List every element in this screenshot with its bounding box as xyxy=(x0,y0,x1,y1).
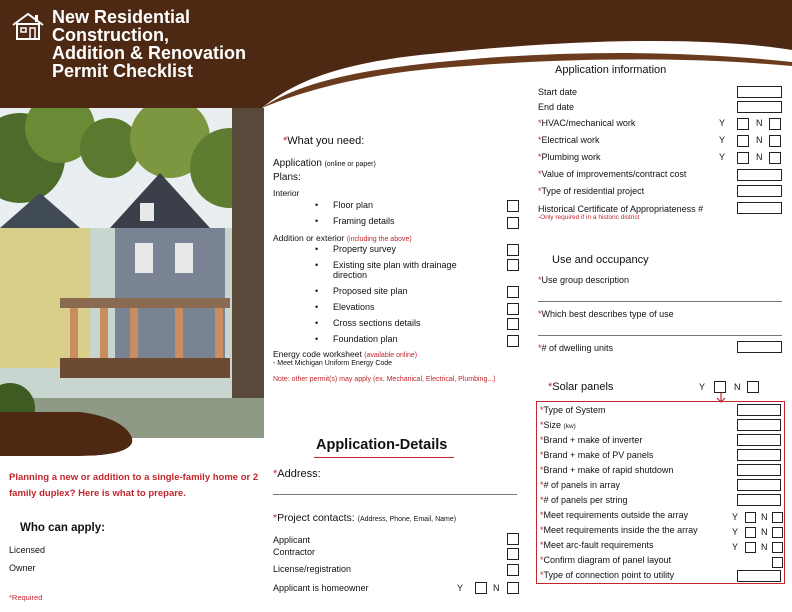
start-date-label: Start date xyxy=(538,87,578,97)
solar-panels-string-input[interactable] xyxy=(737,494,781,506)
checkbox-existing-site-plan[interactable] xyxy=(507,259,519,271)
use-group-label: *Use group description xyxy=(538,275,630,285)
checkbox-solar-yes[interactable] xyxy=(714,381,726,393)
yes-label: Y xyxy=(699,382,706,392)
intro-text: Planning a new or addition to a single-family home or 2 family duplex? Here is what to prepare. xyxy=(9,472,259,499)
use-type-label: *Which best describes type of use xyxy=(538,309,674,319)
yes-label: Y xyxy=(719,118,726,128)
who-item-licensed: Licensed xyxy=(9,545,46,555)
checkbox-hvac-yes[interactable] xyxy=(737,118,749,130)
what-you-need-heading: *What you need: xyxy=(283,135,365,147)
solar-pv-input[interactable] xyxy=(737,449,781,461)
solar-item: *Brand + make of rapid shutdown xyxy=(540,465,674,475)
checkbox-applicant[interactable] xyxy=(507,533,519,545)
bullet: • xyxy=(315,244,319,254)
solar-type-input[interactable] xyxy=(737,404,781,416)
no-label: N xyxy=(493,583,500,593)
checkbox-contractor[interactable] xyxy=(507,548,519,560)
checklist-item: Cross sections details xyxy=(333,318,421,328)
dwelling-units-label: *# of dwelling units xyxy=(538,343,614,353)
end-date-input[interactable] xyxy=(737,101,782,113)
checkbox-diagram[interactable] xyxy=(772,557,783,568)
solar-item: *Confirm diagram of panel layout xyxy=(540,555,672,565)
bullet: • xyxy=(315,216,319,226)
solar-heading: *Solar panels xyxy=(548,381,614,393)
historical-label: Historical Certificate of Appropriateness # xyxy=(538,204,704,214)
solar-shutdown-input[interactable] xyxy=(737,464,781,476)
solar-item: *Size (kw) xyxy=(540,420,576,430)
no-label: N xyxy=(756,118,763,128)
checkbox-plumbing-yes[interactable] xyxy=(737,152,749,164)
energy-sub: - Meet Michigan Uniform Energy Code xyxy=(273,360,393,367)
solar-panels-array-input[interactable] xyxy=(737,479,781,491)
solar-size-input[interactable] xyxy=(737,419,781,431)
row-applicant: Applicant xyxy=(273,535,311,545)
bullet: • xyxy=(315,286,319,296)
electrical-label: *Electrical work xyxy=(538,135,600,145)
checklist-item: Proposed site plan xyxy=(333,286,408,296)
solar-item: *Type of connection point to utility xyxy=(540,570,675,580)
checkbox-homeowner-no[interactable] xyxy=(507,582,519,594)
hvac-label: *HVAC/mechanical work xyxy=(538,118,636,128)
project-contacts-label: *Project contacts: (Address, Phone, Email, Name) xyxy=(273,512,457,524)
who-can-apply-heading: Who can apply: xyxy=(20,522,105,534)
no-label: N xyxy=(756,135,763,145)
solar-item: *Brand + make of inverter xyxy=(540,435,643,445)
note-text: Note: other permit(s) may apply (ex. Mechanical, Electrical, Plumbing...) xyxy=(273,376,496,383)
checkbox-cross-sections[interactable] xyxy=(507,318,519,330)
plumbing-label: *Plumbing work xyxy=(538,152,601,162)
solar-item: *# of panels per string xyxy=(540,495,628,505)
checklist-item: Existing site plan with drainage direction xyxy=(333,260,457,280)
who-item-owner: Owner xyxy=(9,563,36,573)
no-label: N xyxy=(734,382,741,392)
solar-item: *Type of System xyxy=(540,405,606,415)
required-note: *Required xyxy=(9,593,43,602)
checkbox-arcfault-yes[interactable] xyxy=(745,542,756,553)
address-input-line[interactable] xyxy=(273,494,517,495)
solar-item: *Meet arc-fault requirements xyxy=(540,540,654,550)
checkbox-outside-yes[interactable] xyxy=(745,512,756,523)
checkbox-foundation-plan[interactable] xyxy=(507,335,519,347)
checkbox-inside-no[interactable] xyxy=(772,527,783,538)
no-label: N xyxy=(761,512,768,522)
row-homeowner: Applicant is homeowner xyxy=(273,583,369,593)
no-label: N xyxy=(761,542,768,552)
address-label: *Address: xyxy=(273,468,321,480)
checkbox-framing-details[interactable] xyxy=(507,217,519,229)
bullet: • xyxy=(315,200,319,210)
start-date-input[interactable] xyxy=(737,86,782,98)
solar-item: *Meet requirements outside the array xyxy=(540,510,689,520)
checklist-item: Floor plan xyxy=(333,200,374,210)
checkbox-floor-plan[interactable] xyxy=(507,200,519,212)
value-label: *Value of improvements/contract cost xyxy=(538,169,687,179)
application-label: Application (online or paper) xyxy=(273,158,376,169)
solar-connection-input[interactable] xyxy=(737,570,781,582)
yes-label: Y xyxy=(732,512,739,522)
addition-label: Addition or exterior (including the above) xyxy=(273,233,412,243)
checkbox-solar-no[interactable] xyxy=(747,381,759,393)
use-type-line[interactable] xyxy=(538,335,782,336)
yes-label: Y xyxy=(457,583,464,593)
value-input[interactable] xyxy=(737,169,782,181)
checklist-item: Framing details xyxy=(333,216,395,226)
use-group-line[interactable] xyxy=(538,301,782,302)
checkbox-arcfault-no[interactable] xyxy=(772,542,783,553)
no-label: N xyxy=(761,527,768,537)
solar-item: *Brand + make of PV panels xyxy=(540,450,654,460)
project-type-input[interactable] xyxy=(737,185,782,197)
application-info-heading: Application information xyxy=(555,64,667,76)
checkbox-electrical-yes[interactable] xyxy=(737,135,749,147)
checklist-item: Foundation plan xyxy=(333,334,398,344)
decorative-wave xyxy=(0,412,264,462)
checkbox-hvac-no[interactable] xyxy=(769,118,781,130)
yes-label: Y xyxy=(732,527,739,537)
checkbox-outside-no[interactable] xyxy=(772,512,783,523)
dwelling-units-input[interactable] xyxy=(737,341,782,353)
energy-label: Energy code worksheet (available online) xyxy=(273,349,418,359)
yes-label: Y xyxy=(719,135,726,145)
checkbox-elevations[interactable] xyxy=(507,303,519,315)
yes-label: Y xyxy=(732,542,739,552)
checklist-item: Property survey xyxy=(333,244,397,254)
checkbox-proposed-site-plan[interactable] xyxy=(507,286,519,298)
historical-input[interactable] xyxy=(737,202,782,214)
solar-inverter-input[interactable] xyxy=(737,434,781,446)
plans-label: Plans: xyxy=(273,172,301,183)
checkbox-plumbing-no[interactable] xyxy=(769,152,781,164)
application-details-heading: Application-Details xyxy=(316,437,448,453)
page-title: New Residential Construction, Addition & Renovation Permit Checklist xyxy=(52,7,246,81)
yes-label: Y xyxy=(719,152,726,162)
bullet: • xyxy=(315,260,319,270)
row-contractor: Contractor xyxy=(273,547,316,557)
checkbox-homeowner-yes[interactable] xyxy=(475,582,487,594)
end-date-label: End date xyxy=(538,102,575,112)
checkbox-electrical-no[interactable] xyxy=(769,135,781,147)
row-license: License/registration xyxy=(273,564,352,574)
solar-item: *Meet requirements inside the the array xyxy=(540,525,698,535)
no-label: N xyxy=(756,152,763,162)
solar-item: *# of panels in array xyxy=(540,480,621,490)
interior-label: Interior xyxy=(273,188,300,198)
bullet: • xyxy=(315,302,319,312)
heading-underline xyxy=(314,457,454,458)
house-icon xyxy=(11,11,45,41)
project-type-label: *Type of residential project xyxy=(538,186,645,196)
checkbox-license[interactable] xyxy=(507,564,519,576)
checkbox-property-survey[interactable] xyxy=(507,244,519,256)
historical-note: -Only required if in a historic district xyxy=(538,214,640,221)
house-photo xyxy=(0,108,264,438)
checkbox-inside-yes[interactable] xyxy=(745,527,756,538)
bullet: • xyxy=(315,318,319,328)
use-heading: Use and occupancy xyxy=(552,254,649,266)
checklist-item: Elevations xyxy=(333,302,375,312)
bullet: • xyxy=(315,334,319,344)
